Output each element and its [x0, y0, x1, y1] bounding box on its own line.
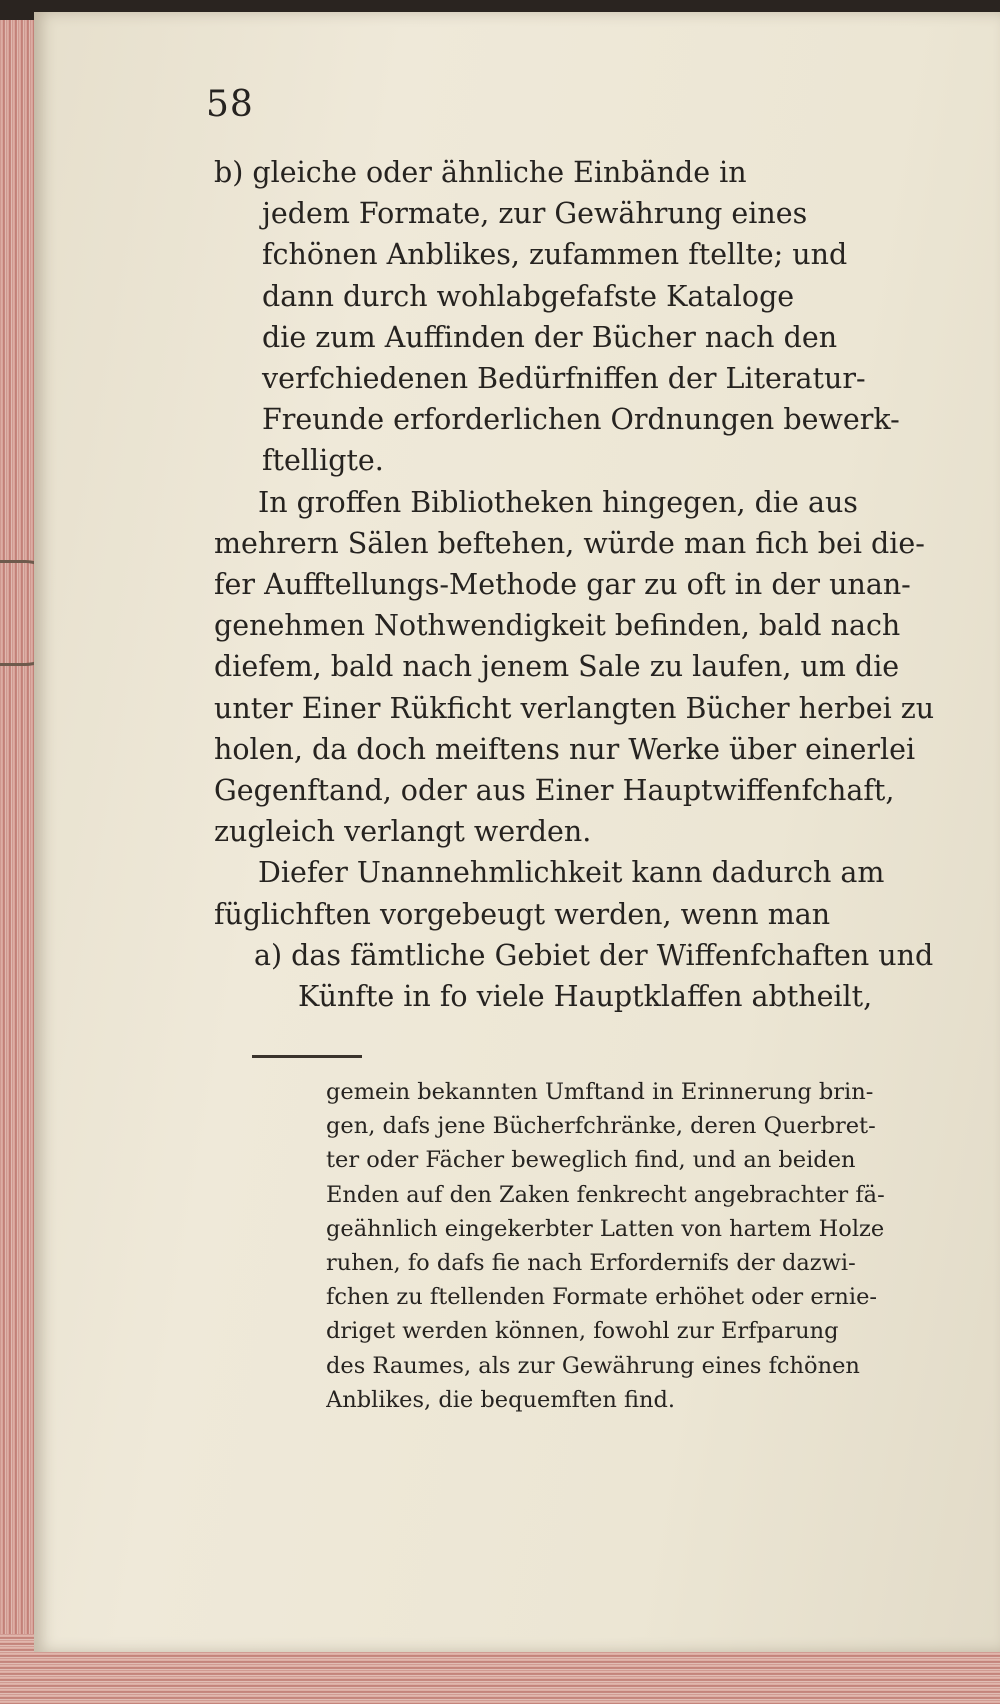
text-line: verfchiedenen Bedürfniffen der Literatur-	[262, 362, 866, 396]
text-line: unter Einer Rükficht verlangten Bücher herbei zu	[214, 691, 934, 725]
text-line: b) gleiche oder ähnliche Einbände in	[214, 156, 747, 189]
text-line: In groffen Bibliotheken hingegen, die aus	[258, 485, 858, 519]
footnote-line: ruhen, fo dafs fie nach Erfordernifs der dazwi-	[326, 1250, 856, 1277]
text-line: Künfte in fo viele Hauptklaffen abtheilt,	[298, 980, 873, 1014]
footnote-line: ter oder Fächer beweglich find, und an beiden	[326, 1147, 856, 1174]
text-line: holen, da doch meiftens nur Werke über einerlei	[214, 732, 916, 766]
text-line: dann durch wohlabgefafste Kataloge	[262, 279, 795, 313]
footnote-divider	[252, 1055, 362, 1058]
text-line: füglichften vorgebeugt werden, wenn man	[214, 897, 831, 931]
footnote-line: driget werden können, fowohl zur Erfparung	[326, 1318, 839, 1345]
footnote-line: gen, dafs jene Bücherfchränke, deren Querbret-	[326, 1113, 876, 1140]
text-line: die zum Auffinden der Bücher nach den	[262, 320, 838, 354]
footnote-line: geähnlich eingekerbter Latten von hartem Holze	[326, 1215, 885, 1242]
text-line: Freunde erforderlichen Ordnungen bewerk-	[262, 403, 900, 437]
page-number: 58	[206, 84, 254, 125]
text-line: Gegenftand, oder aus Einer Hauptwiffenfchaft,	[214, 774, 895, 808]
footnote-line: des Raumes, als zur Gewährung eines fchönen	[326, 1352, 860, 1379]
footnote-line: gemein bekannten Umftand in Erinnerung brin-	[326, 1079, 874, 1105]
footnote-line: fchen zu ftellenden Formate erhöhet oder ernie-	[326, 1284, 878, 1311]
footnote-line: Enden auf den Zaken fenkrecht angebrachter fä-	[326, 1181, 885, 1208]
text-line: jedem Formate, zur Gewährung eines	[262, 197, 808, 231]
text-line: a) das fämtliche Gebiet der Wiffenfchaften und	[254, 938, 934, 972]
text-line: ftelligte.	[262, 444, 384, 478]
page-sheet	[34, 12, 1000, 1652]
text-line: fer Aufftellungs-Methode gar zu oft in der unan-	[214, 568, 911, 602]
text-line: Diefer Unannehmlichkeit kann dadurch am	[258, 856, 885, 890]
text-line: zugleich verlangt werden.	[214, 815, 592, 849]
text-line: diefem, bald nach jenem Sale zu laufen, um die	[214, 650, 900, 684]
main-text-block	[214, 152, 934, 1017]
footnote-block	[326, 1075, 926, 1417]
text-line: mehrern Sälen beftehen, würde man fich bei die-	[214, 526, 925, 560]
footnote-line: Anblikes, die bequemften find.	[326, 1386, 676, 1413]
text-line: genehmen Nothwendigkeit befinden, bald nach	[214, 609, 901, 643]
text-line: fchönen Anblikes, zufammen ftellte; und	[262, 238, 848, 272]
